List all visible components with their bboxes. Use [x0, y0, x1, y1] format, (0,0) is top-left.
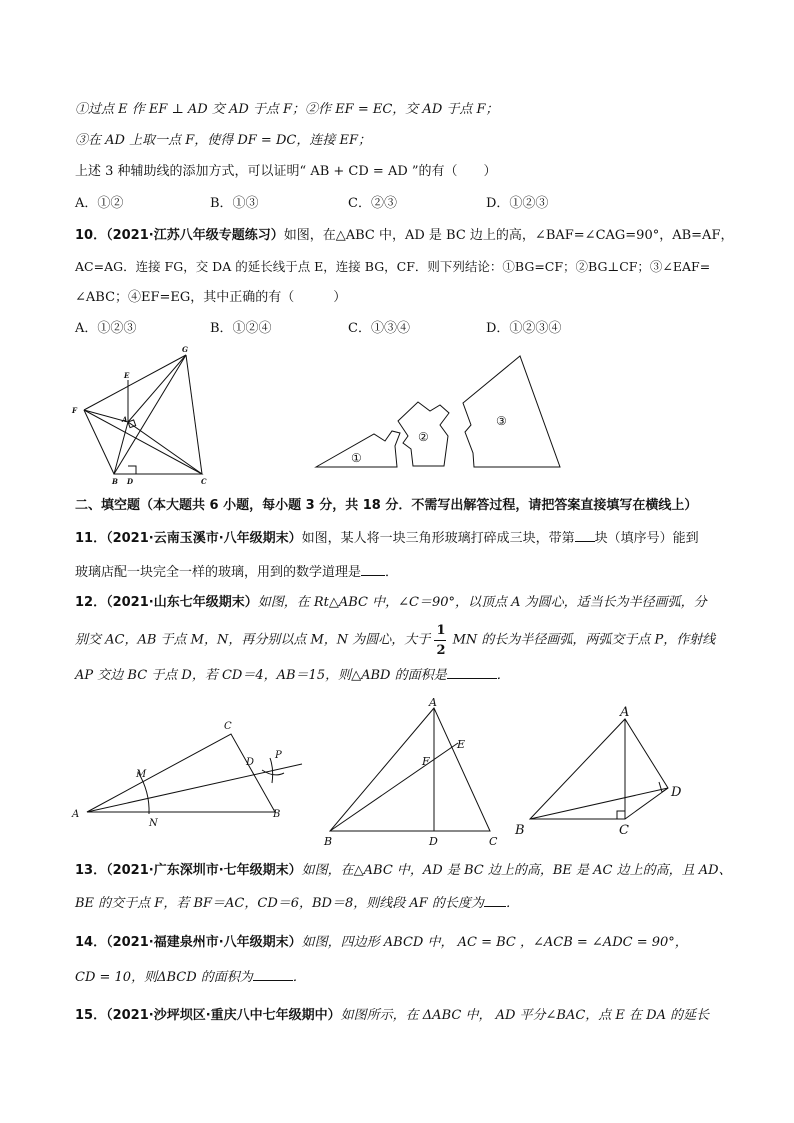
q14-label-d: D: [671, 785, 682, 800]
q10-line2: AC=AG．连接 FG，交 DA 的延长线于点 E，连接 BG，CF．则下列结论：①BG=CF；②BG⊥CF；③∠EAF=: [75, 259, 711, 274]
q14-line1: [75, 933, 688, 953]
q10-option-d: D．①②③④: [486, 321, 562, 336]
q15-line1: [75, 1006, 709, 1026]
q9-line2: ③在 AD 上取一点 F，使得 DF = DC，连接 EF；: [75, 133, 371, 148]
q12-label-n: N: [149, 818, 158, 829]
q11-line2: 玻璃店配一块完全一样的玻璃，用到的数学道理是 ．: [75, 561, 398, 583]
q9-option-a: A．①②: [75, 196, 124, 211]
q9-option-c: C．②③: [348, 196, 397, 211]
q13-line1: [75, 861, 732, 881]
q12-source: （2021·山东七年级期末）: [106, 595, 258, 610]
q12-label-a: A: [72, 809, 80, 820]
q14-source: （2021·福建泉州市·八年级期末）: [106, 935, 302, 950]
q12-text2b: MN 的长为半径画弧，两弧交于点 P，作射线: [452, 632, 716, 648]
q10-label-b: B: [112, 477, 118, 486]
q10-number: 10．: [75, 228, 107, 243]
q12-line2: [75, 623, 716, 658]
q11-line1: [75, 527, 699, 549]
q15-source: （2021·沙坪坝区·重庆八中七年级期中）: [106, 1008, 341, 1023]
q14-label-b: B: [515, 823, 525, 838]
q10-option-a: A．①②③: [75, 321, 137, 336]
q9-option-d: D．①②③: [486, 196, 549, 211]
q12-number: 12．: [75, 595, 107, 610]
q14-label-a: A: [620, 705, 630, 720]
q13-label-b: B: [324, 835, 333, 848]
q12-label-c: C: [224, 721, 232, 732]
q12-fraction: [434, 623, 448, 658]
q13-label-e: E: [457, 738, 466, 751]
q10-source: （2021·江苏八年级专题练习）: [106, 228, 284, 243]
q13-line2: BE 的交于点 F，若 BF＝AC，CD＝6，BD＝8，则线段 AF 的长度为 ．: [75, 892, 519, 914]
section-heading: 二、填空题（本大题共 6 小题，每小题 3 分，共 18 分．不需写出解答过程，请把答案直接填写在横线上）: [75, 498, 698, 513]
q9-line1: ①过点 E 作 EF ⊥ AD 交 AD 于点 F；②作 EF = EC，交 AD 于点 F；: [75, 102, 499, 117]
q11-text1a: 如图，某人将一块三角形玻璃打碎成三块，带第: [301, 531, 575, 546]
q11-piece-1-label: ①: [351, 451, 362, 465]
q10-label-a: A: [122, 415, 128, 424]
q12-label-m: M: [136, 769, 147, 780]
q11-source: （2021·云南玉溪市·八年级期末）: [106, 531, 302, 546]
q12-fraction-denominator: 2: [436, 643, 446, 658]
q10-text1: 如图，在△ABC 中，AD 是 BC 边上的高，∠BAF=∠CAG=90°，AB=AF，: [283, 228, 734, 243]
q13-label-f: F: [422, 755, 430, 768]
q12-label-p: P: [275, 750, 282, 761]
q15-number: 15．: [75, 1008, 107, 1023]
q14-label-c: C: [619, 823, 629, 838]
q11-answer-blank-1[interactable]: [575, 527, 595, 542]
q10-label-c: C: [201, 477, 207, 486]
q9-line3: 上述 3 种辅助线的添加方式，可以证明“ AB + CD = AD ”的有（ ）: [75, 164, 497, 179]
q13-number: 13．: [75, 863, 107, 878]
q10-label-e: E: [124, 371, 130, 380]
q12-text2a: 别交 AC，AB 于点 M，N，再分别以点 M，N 为圆心，大于: [75, 632, 431, 648]
q12-answer-blank[interactable]: [447, 664, 497, 679]
q10-line3: ∠ABC；④EF=EG，其中正确的有（ ）: [75, 290, 347, 305]
q13-text2: BE 的交于点 F，若 BF＝AC，CD＝6，BD＝8，则线段 AF 的长度为: [75, 896, 484, 911]
q11-number: 11．: [75, 531, 107, 546]
q11-text2: 玻璃店配一块完全一样的玻璃，用到的数学道理是: [75, 565, 362, 580]
q12-label-d: D: [246, 757, 255, 768]
q10-option-c: C．①③④: [348, 321, 410, 336]
q13-label-c: C: [489, 835, 498, 848]
q15-text1: 如图所示，在 ΔABC 中， AD 平分∠BAC，点 E 在 DA 的延长: [340, 1008, 710, 1023]
q10-label-f: F: [72, 406, 77, 415]
q13-label-d: D: [429, 835, 438, 848]
q11-piece-2-label: ②: [418, 430, 429, 444]
q14-text1: 如图，四边形 ABCD 中， AC = BC ，∠ACB = ∠ADC = 90°，: [301, 935, 688, 950]
q11-piece-3-label: ③: [496, 414, 507, 428]
q12-line3: AP 交边 BC 于点 D，若 CD＝4，AB＝15，则△ABD 的面积是 ．: [75, 664, 510, 686]
q13-source: （2021·广东深圳市·七年级期末）: [106, 863, 302, 878]
q10-label-g: G: [182, 345, 188, 354]
q13-label-a: A: [429, 696, 437, 709]
q14-answer-blank[interactable]: [253, 966, 293, 981]
q13-answer-blank[interactable]: [484, 892, 506, 907]
q11-text1b: 块（填序号）能到: [594, 531, 699, 546]
q14-line2: CD = 10，则ΔBCD 的面积为 ．: [75, 966, 306, 988]
q12-line1: [75, 593, 707, 613]
q13-text1: 如图，在△ABC 中，AD 是 BC 边上的高，BE 是 AC 边上的高，且 AD、: [301, 863, 732, 878]
q14-number: 14．: [75, 935, 107, 950]
q12-text3: AP 交边 BC 于点 D，若 CD＝4，AB＝15，则△ABD 的面积是: [75, 668, 447, 683]
q10-line1: [75, 226, 733, 246]
q10-label-d: D: [127, 477, 134, 486]
q12-label-b: B: [273, 809, 281, 820]
q9-option-b: B．①③: [210, 196, 259, 211]
q10-option-b: B．①②④: [210, 321, 272, 336]
q11-answer-blank-2[interactable]: [361, 561, 385, 576]
q12-text1: 如图，在 Rt△ABC 中，∠C＝90°，以顶点 A 为圆心，适当长为半径画弧，分: [257, 595, 707, 610]
q12-fraction-numerator: 1: [436, 623, 446, 638]
q14-text2: CD = 10，则ΔBCD 的面积为: [75, 970, 253, 985]
